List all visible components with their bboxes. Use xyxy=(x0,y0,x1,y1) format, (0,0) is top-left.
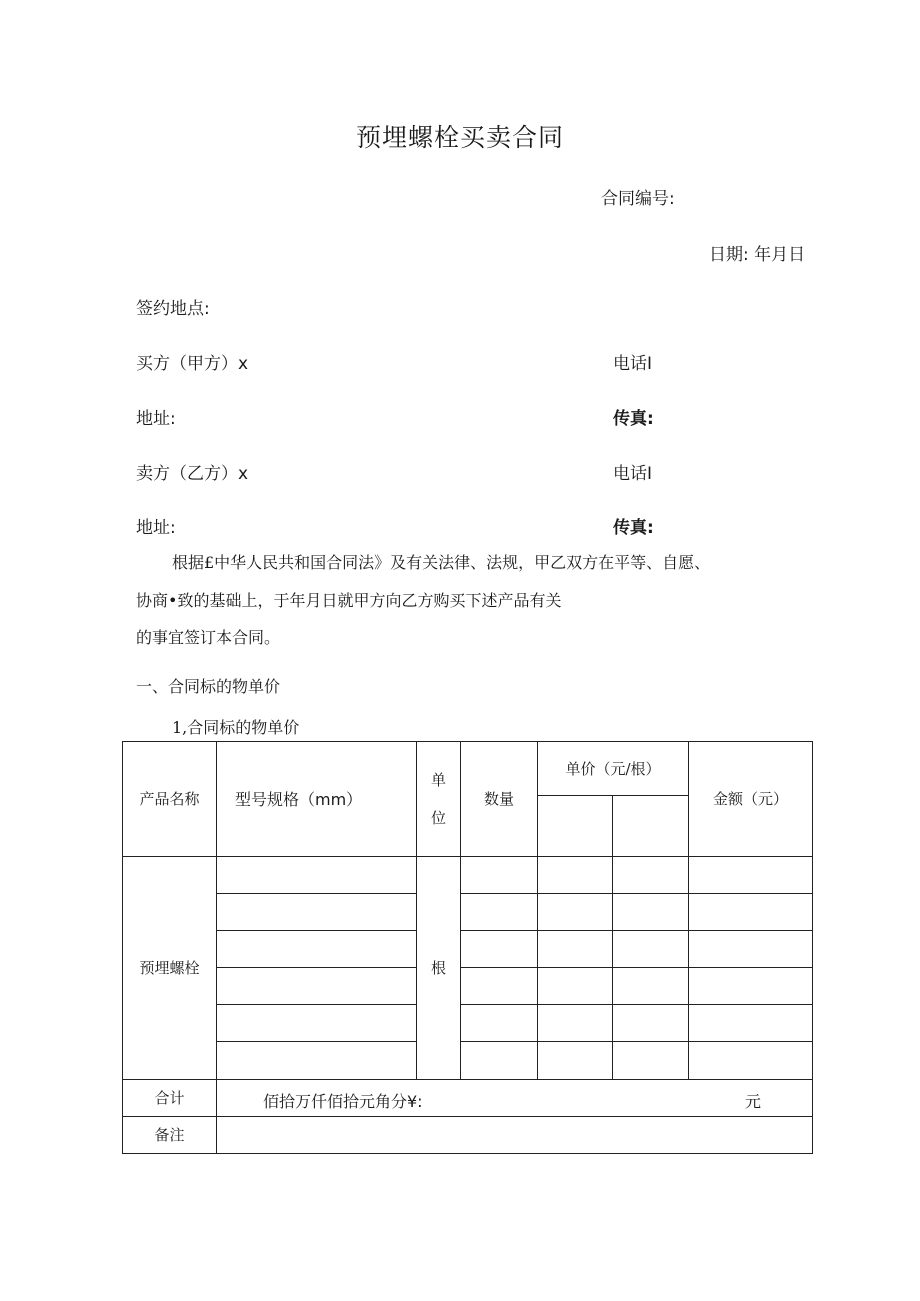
total-row xyxy=(123,1079,813,1116)
seller-phone-label: 电话I xyxy=(613,464,653,484)
header-spec: 型号规格（mm） xyxy=(217,742,417,857)
quantity-cell[interactable] xyxy=(461,1005,538,1042)
intro-line-1: 根据£中华人民共和国合同法》及有关法律、法规，甲乙双方在平等、自愿、 xyxy=(172,553,711,572)
header-product-name: 产品名称 xyxy=(123,742,217,857)
total-currency-unit: 元 xyxy=(745,1091,762,1111)
buyer-label: 买方（甲方）x xyxy=(136,354,249,374)
unit-cell: 根 xyxy=(417,856,461,1079)
header-amount: 金额（元） xyxy=(689,742,813,857)
total-amount-cell[interactable] xyxy=(217,1079,813,1116)
price-cell[interactable] xyxy=(613,968,689,1005)
spec-cell[interactable] xyxy=(217,856,417,893)
product-name-cell: 预埋螺栓 xyxy=(123,856,217,1079)
amount-cell[interactable] xyxy=(689,968,813,1005)
subsection-heading: 1,合同标的物单价 xyxy=(172,718,300,737)
buyer-phone-label: 电话I xyxy=(613,354,653,374)
price-cell[interactable] xyxy=(613,930,689,967)
header-quantity: 数量 xyxy=(461,742,538,857)
price-cell[interactable] xyxy=(538,930,613,967)
sign-place-label: 签约地点: xyxy=(136,299,210,319)
table-row xyxy=(123,930,813,967)
quantity-cell[interactable] xyxy=(461,856,538,893)
buyer-fax-label: 传真: xyxy=(613,409,654,429)
spec-cell[interactable] xyxy=(217,968,417,1005)
price-table xyxy=(122,741,813,1154)
total-amount-words: 佰拾万仟佰拾元角分¥: xyxy=(263,1091,423,1111)
amount-cell[interactable] xyxy=(689,1005,813,1042)
table-row xyxy=(123,1005,813,1042)
table-row xyxy=(123,1042,813,1079)
table-row xyxy=(123,968,813,1005)
header-row xyxy=(123,742,813,796)
amount-cell[interactable] xyxy=(689,893,813,930)
intro-line-3: 的事宜签订本合同。 xyxy=(136,628,281,647)
intro-line-2: 协商•致的基础上，于年月日就甲方向乙方购买下述产品有关 xyxy=(136,591,562,610)
remark-cell[interactable] xyxy=(217,1116,813,1153)
quantity-cell[interactable] xyxy=(461,930,538,967)
amount-cell[interactable] xyxy=(689,1042,813,1079)
spec-cell[interactable] xyxy=(217,930,417,967)
header-unit-price: 单价（元/根） xyxy=(538,742,689,796)
price-cell[interactable] xyxy=(538,968,613,1005)
seller-address-label: 地址: xyxy=(136,518,176,538)
price-cell[interactable] xyxy=(613,1005,689,1042)
quantity-cell[interactable] xyxy=(461,1042,538,1079)
document-title: 预埋螺栓买卖合同 xyxy=(355,123,564,152)
total-label: 合计 xyxy=(123,1079,217,1116)
header-unit-char-1: 单 xyxy=(430,770,446,789)
section-heading: 一、合同标的物单价 xyxy=(136,677,281,696)
price-cell[interactable] xyxy=(538,856,613,893)
spec-cell[interactable] xyxy=(217,893,417,930)
remark-row xyxy=(123,1116,813,1153)
seller-fax-label: 传真: xyxy=(613,518,654,538)
price-cell[interactable] xyxy=(613,893,689,930)
price-cell[interactable] xyxy=(613,1042,689,1079)
table-row xyxy=(123,856,813,893)
amount-cell[interactable] xyxy=(689,856,813,893)
unit-price-subcell[interactable] xyxy=(613,796,689,856)
unit-price-subcell[interactable] xyxy=(538,796,613,856)
seller-label: 卖方（乙方）x xyxy=(136,464,249,484)
quantity-cell[interactable] xyxy=(461,968,538,1005)
price-cell[interactable] xyxy=(538,1005,613,1042)
remark-label: 备注 xyxy=(123,1116,217,1153)
price-cell[interactable] xyxy=(613,856,689,893)
header-unit-char-2: 位 xyxy=(430,808,446,827)
header-unit xyxy=(417,742,461,857)
buyer-address-label: 地址: xyxy=(136,409,176,429)
date-label: 日期: 年月日 xyxy=(709,245,806,265)
price-cell[interactable] xyxy=(538,893,613,930)
quantity-cell[interactable] xyxy=(461,893,538,930)
amount-cell[interactable] xyxy=(689,930,813,967)
contract-number-label: 合同编号: xyxy=(601,189,675,209)
spec-cell[interactable] xyxy=(217,1005,417,1042)
price-cell[interactable] xyxy=(538,1042,613,1079)
table-row xyxy=(123,893,813,930)
spec-cell[interactable] xyxy=(217,1042,417,1079)
